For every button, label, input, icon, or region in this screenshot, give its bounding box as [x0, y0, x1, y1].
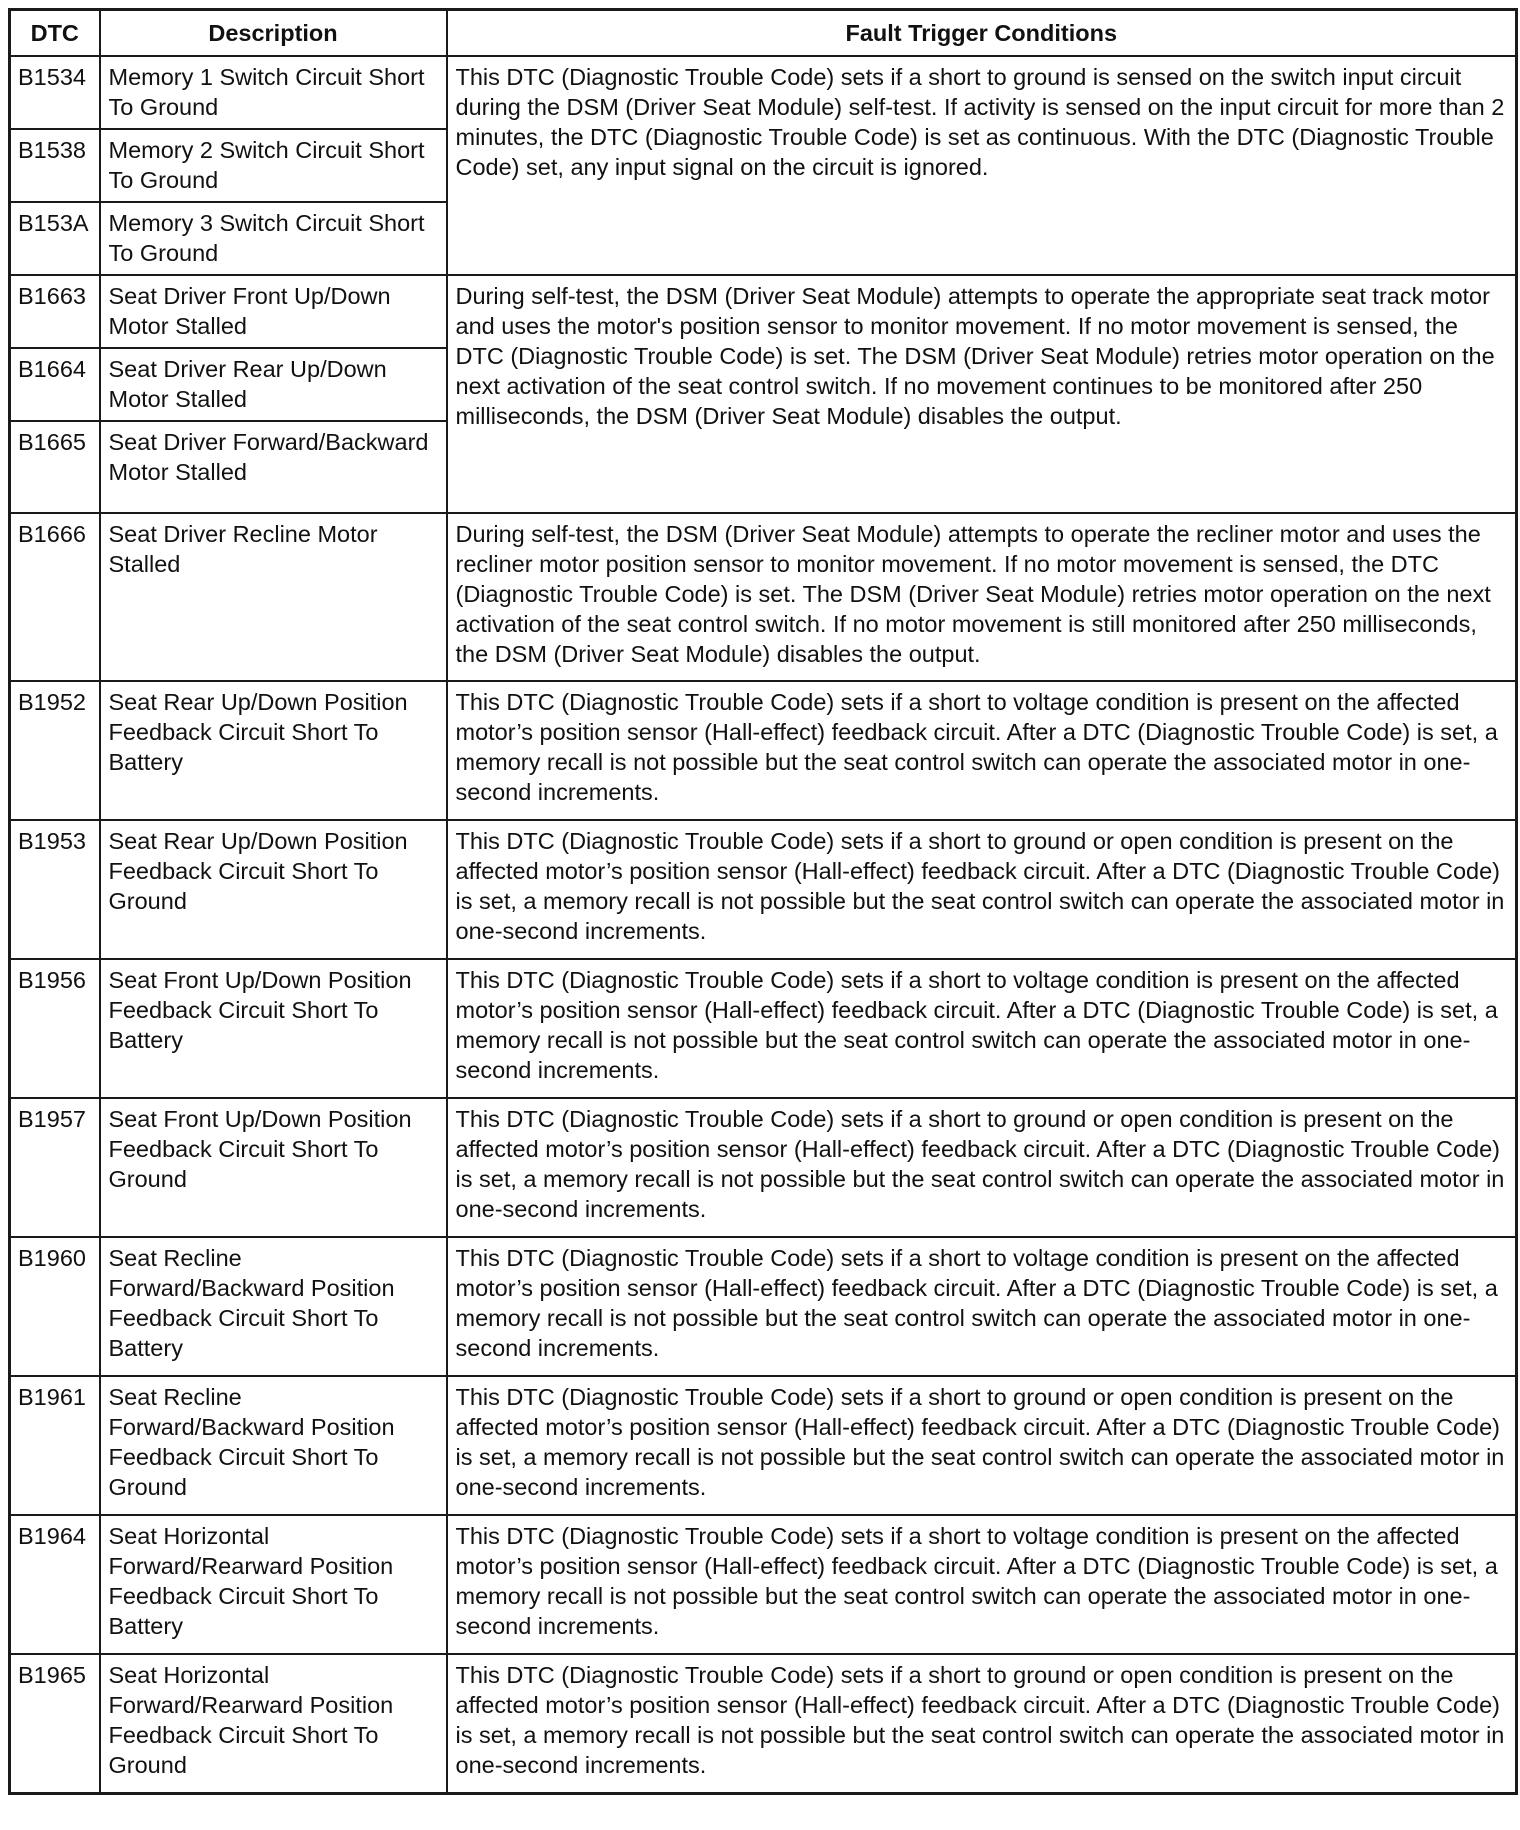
dtc-code: B1666	[10, 513, 100, 681]
table-row	[10, 959, 1517, 1098]
table-row	[10, 56, 1517, 129]
table-row	[10, 513, 1517, 681]
fault-trigger-conditions: This DTC (Diagnostic Trouble Code) sets if a short to ground or open condition is present on the affected motor’s position sensor (Hall-effect) feedback circuit. After a DTC (Diagnostic Trouble Code) is set, a memory recall is not possible but the seat control switch can operate the associated motor in one-second increments.	[447, 1098, 1517, 1237]
fault-trigger-conditions: This DTC (Diagnostic Trouble Code) sets if a short to ground or open condition is present on the affected motor’s position sensor (Hall-effect) feedback circuit. After a DTC (Diagnostic Trouble Code) is set, a memory recall is not possible but the seat control switch can operate the associated motor in one-second increments.	[447, 1654, 1517, 1793]
dtc-description: Seat Front Up/Down Position Feedback Circuit Short To Battery	[100, 959, 447, 1098]
dtc-description: Seat Rear Up/Down Position Feedback Circuit Short To Ground	[100, 820, 447, 959]
dtc-description: Seat Driver Recline Motor Stalled	[100, 513, 447, 681]
dtc-description: Seat Recline Forward/Backward Position Feedback Circuit Short To Battery	[100, 1237, 447, 1376]
dtc-code: B1665	[10, 421, 100, 513]
dtc-description: Memory 1 Switch Circuit Short To Ground	[100, 56, 447, 129]
dtc-code: B1964	[10, 1515, 100, 1654]
table-header-row	[10, 10, 1517, 57]
table-row	[10, 681, 1517, 820]
fault-trigger-conditions: This DTC (Diagnostic Trouble Code) sets if a short to voltage condition is present on the affected motor’s position sensor (Hall-effect) feedback circuit. After a DTC (Diagnostic Trouble Code) is set, a memory recall is not possible but the seat control switch can operate the associated motor in one-second increments.	[447, 681, 1517, 820]
table-row	[10, 275, 1517, 348]
dtc-description: Seat Driver Front Up/Down Motor Stalled	[100, 275, 447, 348]
dtc-code: B1664	[10, 348, 100, 421]
table-row	[10, 1237, 1517, 1376]
fault-trigger-conditions: This DTC (Diagnostic Trouble Code) sets if a short to voltage condition is present on the affected motor’s position sensor (Hall-effect) feedback circuit. After a DTC (Diagnostic Trouble Code) is set, a memory recall is not possible but the seat control switch can operate the associated motor in one-second increments.	[447, 959, 1517, 1098]
table-row	[10, 1376, 1517, 1515]
header-dtc: DTC	[10, 10, 100, 57]
dtc-description: Seat Horizontal Forward/Rearward Position Feedback Circuit Short To Battery	[100, 1515, 447, 1654]
dtc-description: Seat Driver Forward/Backward Motor Stalled	[100, 421, 447, 513]
dtc-description: Seat Rear Up/Down Position Feedback Circuit Short To Battery	[100, 681, 447, 820]
dtc-code: B1663	[10, 275, 100, 348]
table-row	[10, 1098, 1517, 1237]
dtc-description: Seat Driver Rear Up/Down Motor Stalled	[100, 348, 447, 421]
table-row	[10, 1654, 1517, 1793]
header-description: Description	[100, 10, 447, 57]
dtc-code: B1953	[10, 820, 100, 959]
fault-trigger-conditions: This DTC (Diagnostic Trouble Code) sets if a short to ground or open condition is present on the affected motor’s position sensor (Hall-effect) feedback circuit. After a DTC (Diagnostic Trouble Code) is set, a memory recall is not possible but the seat control switch can operate the associated motor in one-second increments.	[447, 1376, 1517, 1515]
table-row	[10, 820, 1517, 959]
dtc-description: Seat Horizontal Forward/Rearward Position Feedback Circuit Short To Ground	[100, 1654, 447, 1793]
dtc-code: B1956	[10, 959, 100, 1098]
fault-trigger-conditions: This DTC (Diagnostic Trouble Code) sets if a short to voltage condition is present on the affected motor’s position sensor (Hall-effect) feedback circuit. After a DTC (Diagnostic Trouble Code) is set, a memory recall is not possible but the seat control switch can operate the associated motor in one-second increments.	[447, 1515, 1517, 1654]
dtc-description: Memory 2 Switch Circuit Short To Ground	[100, 129, 447, 202]
fault-trigger-conditions: This DTC (Diagnostic Trouble Code) sets if a short to ground or open condition is present on the affected motor’s position sensor (Hall-effect) feedback circuit. After a DTC (Diagnostic Trouble Code) is set, a memory recall is not possible but the seat control switch can operate the associated motor in one-second increments.	[447, 820, 1517, 959]
dtc-description: Seat Front Up/Down Position Feedback Circuit Short To Ground	[100, 1098, 447, 1237]
dtc-code: B1957	[10, 1098, 100, 1237]
dtc-description: Seat Recline Forward/Backward Position Feedback Circuit Short To Ground	[100, 1376, 447, 1515]
dtc-table	[8, 8, 1518, 1795]
table-row	[10, 1515, 1517, 1654]
header-fault-trigger-conditions: Fault Trigger Conditions	[447, 10, 1517, 57]
dtc-code: B1961	[10, 1376, 100, 1515]
fault-trigger-conditions: This DTC (Diagnostic Trouble Code) sets if a short to ground is sensed on the switch input circuit during the DSM (Driver Seat Module) self-test. If activity is sensed on the input circuit for more than 2 minutes, the DTC (Diagnostic Trouble Code) is set as continuous. With the DTC (Diagnostic Trouble Code) set, any input signal on the circuit is ignored.	[447, 56, 1517, 275]
fault-trigger-conditions: This DTC (Diagnostic Trouble Code) sets if a short to voltage condition is present on the affected motor’s position sensor (Hall-effect) feedback circuit. After a DTC (Diagnostic Trouble Code) is set, a memory recall is not possible but the seat control switch can operate the associated motor in one-second increments.	[447, 1237, 1517, 1376]
dtc-code: B153A	[10, 202, 100, 275]
dtc-code: B1960	[10, 1237, 100, 1376]
dtc-code: B1965	[10, 1654, 100, 1793]
dtc-description: Memory 3 Switch Circuit Short To Ground	[100, 202, 447, 275]
fault-trigger-conditions: During self-test, the DSM (Driver Seat Module) attempts to operate the appropriate seat track motor and uses the motor's position sensor to monitor movement. If no motor movement is sensed, the DTC (Diagnostic Trouble Code) is set. The DSM (Driver Seat Module) retries motor operation on the next activation of the seat control switch. If no movement continues to be monitored after 250 milliseconds, the DSM (Driver Seat Module) disables the output.	[447, 275, 1517, 513]
fault-trigger-conditions: During self-test, the DSM (Driver Seat Module) attempts to operate the recliner motor and uses the recliner motor position sensor to monitor movement. If no motor movement is sensed, the DTC (Diagnostic Trouble Code) is set. The DSM (Driver Seat Module) retries motor operation on the next activation of the seat control switch. If no motor movement is still monitored after 250 milliseconds, the DSM (Driver Seat Module) disables the output.	[447, 513, 1517, 681]
dtc-code: B1538	[10, 129, 100, 202]
dtc-code: B1952	[10, 681, 100, 820]
dtc-code: B1534	[10, 56, 100, 129]
